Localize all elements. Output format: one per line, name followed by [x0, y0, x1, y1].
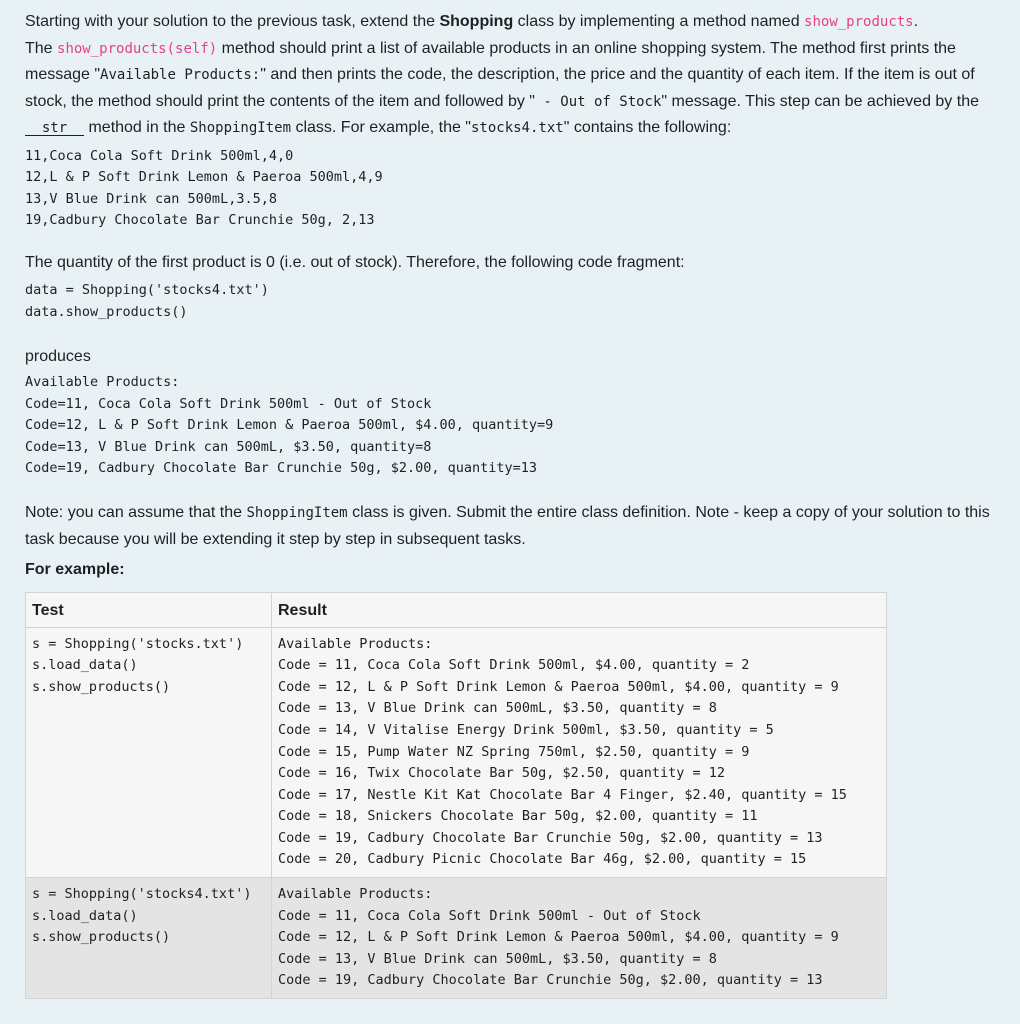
method-signature-code: show_products(self) [57, 40, 218, 57]
produces-label: produces [25, 347, 91, 365]
result-cell [272, 627, 887, 878]
filename-code: stocks4.txt [470, 120, 564, 136]
table-header-row [26, 592, 887, 627]
text: class by implementing a method named [513, 13, 805, 30]
text: class. For example, the " [291, 119, 471, 136]
question-panel [6, 0, 1014, 1024]
shoppingitem-code: ShoppingItem [246, 505, 348, 522]
text: . [913, 13, 919, 30]
method-name-code: show_products [804, 14, 914, 30]
out-of-stock-code: - Out of Stock [534, 93, 662, 110]
question-text [25, 9, 1000, 999]
test-code: s = Shopping('stocks.txt') s.load_data() s.show_products() [32, 635, 244, 695]
text: The [25, 39, 58, 57]
column-header-result: Result [272, 592, 887, 627]
text: method should print a list of available products in an online shopping system. The method first prints the message " [25, 39, 956, 83]
text: method in the [84, 119, 190, 136]
message-code: Available Products: [100, 67, 261, 83]
column-header-test: Test [26, 592, 272, 627]
produces-output-block: Available Products: Code=11, Coca Cola Soft Drink 500ml - Out of Stock Code=12, L & P Soft Drink Lemon & Paeroa 500ml, $4.00, quantity=9 Code=13, V Blue Drink can 500mL, $3.50, quantity=8 Code=19, Cadbury Chocolate Bar Crunchie 50g, $2.00, quantity=13 [25, 374, 554, 477]
code-fragment-block: data = Shopping('stocks4.txt') data.show_products() [25, 282, 269, 320]
test-cell [26, 627, 272, 878]
result-cell [272, 878, 887, 999]
file-contents-block: 11,Coca Cola Soft Drink 500ml,4,0 12,L & P Soft Drink Lemon & Paeroa 500ml,4,9 13,V Blue Drink can 500mL,3.5,8 19,Cadbury Chocolate Bar Crunchie 50g, 2,13 [25, 147, 383, 229]
examples-table [25, 592, 887, 1000]
shoppingitem-code: ShoppingItem [189, 120, 292, 136]
table-row [26, 627, 887, 878]
test-code: s = Shopping('stocks4.txt') s.load_data() s.show_products() [32, 886, 252, 946]
note-paragraph [25, 500, 1000, 553]
table-row [26, 878, 887, 999]
result-output: Available Products: Code = 11, Coca Cola Soft Drink 500ml - Out of Stock Code = 12, L & P Soft Drink Lemon & Paeroa 500ml, $4.00, quantity = 9 Code = 13, V Blue Drink can 500mL, $3.50, quantity = 8 Code = 19, Cadbury Chocolate Bar Crunchie 50g, $2.00, quantity = 13 [278, 886, 839, 989]
text: Starting with your solution to the previous task, extend the [25, 13, 440, 30]
text: " message. This step can be achieved by the [661, 92, 979, 110]
str-method-code: __str__ [25, 120, 85, 136]
test-cell [26, 878, 272, 999]
text: " contains the following: [563, 119, 732, 136]
text: class is given. Submit the entire class definition. Note - keep a copy of your solution to this task because you will be extending it step by step in subsequent tasks. [25, 504, 990, 548]
text: " and then prints the code, the description, the price and the quantity of each item. If the item is out of stock, the method should print the contents of the item and followed by " [25, 66, 975, 110]
class-name: Shopping [439, 13, 514, 30]
task-description [25, 9, 1000, 142]
result-output: Available Products: Code = 11, Coca Cola Soft Drink 500ml, $4.00, quantity = 2 Code = 12, L & P Soft Drink Lemon & Paeroa 500ml, $4.00, quantity = 9 Code = 13, V Blue Drink can 500mL, $3.50, quantity = 8 Code = 14, V Vitalise Energy Drink 500ml, $3.50, quantity = 5 Code = 15, Pump Water NZ Spring 750ml, $2.50, quantity = 9 Code = 16, Twix Chocolate Bar 50g, $2.50, quantity = 12 Code = 17, Nestle Kit Kat Chocolate Bar 4 Finger, $2.40, quantity = 15 Code = 18, Snickers Chocolate Bar 50g, $2.00, quantity = 11 Code = 19, Cadbury Chocolate Bar Crunchie 50g, $2.00, quantity = 13 Code = 20, Cadbury Picnic Chocolate Bar 46g, $2.00, quantity = 15 [278, 635, 847, 868]
for-example-heading [25, 557, 1000, 584]
for-example-label: For example: [25, 561, 125, 579]
quantity-paragraph: The quantity of the first product is 0 (i.e. out of stock). Therefore, the following code fragment: [25, 253, 685, 271]
text: Note: you can assume that the [25, 504, 247, 522]
